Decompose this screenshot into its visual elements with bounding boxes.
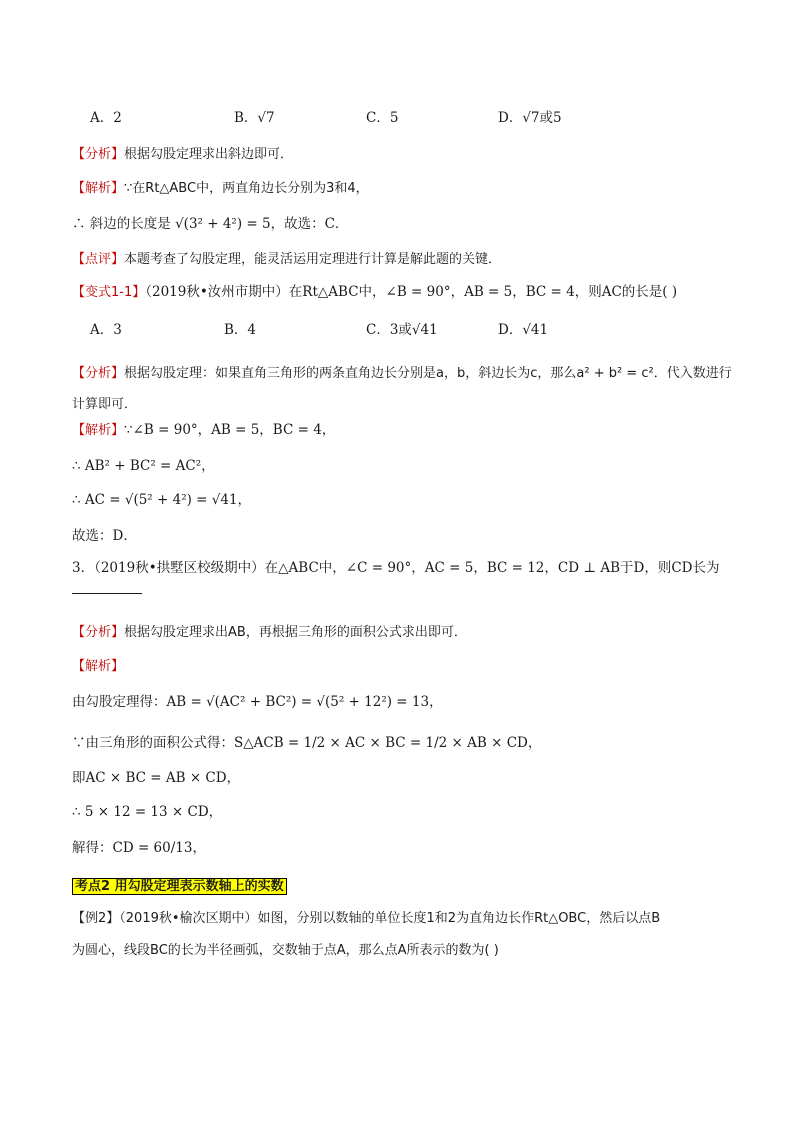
prev-solution-2: ∴ 斜边的长度是 √(3² + 4²) = 5，故选：C． — [72, 216, 349, 232]
solution-tag: 【解析】 — [72, 181, 125, 196]
q3-solution-label — [72, 656, 734, 677]
example2-line-2 — [72, 940, 734, 961]
q3-analysis — [72, 622, 734, 643]
variant-solution-3: ∴ AC = √(5² + 4²) = √41， — [72, 492, 252, 508]
example2-line-1 — [72, 908, 734, 929]
solution-text: ∵在Rt△ABC中，两直角边长分别为3和4， — [124, 181, 369, 196]
analysis-text: 根据勾股定理求出AB，再根据三角形的面积公式求出即可． — [124, 625, 467, 640]
analysis-text: 根据勾股定理：如果直角三角形的两条直角边长分别是a，b，斜边长为c，那么a² + b² = c²．代入数进行计算即可． — [72, 366, 732, 412]
variant-tag: 【变式1-1】 — [72, 285, 146, 300]
prev-comment — [72, 249, 734, 270]
option-a: A．3 — [90, 322, 122, 338]
solution-tag: 【解析】 — [72, 659, 125, 674]
section-header — [72, 876, 734, 897]
q3-answer-blank — [72, 580, 734, 600]
comment-tag: 【点评】 — [72, 252, 125, 267]
variant-analysis — [72, 358, 734, 420]
q3-step-2: ∵由三角形的面积公式得：S△ACB = 1/2 × AC × BC = 1/2 × AB × CD， — [72, 735, 542, 751]
q3-step-5: 解得：CD = 60/13， — [72, 840, 206, 856]
solution-tag: 【解析】 — [72, 423, 125, 438]
variant-solution-1 — [72, 420, 734, 441]
option-d: D．√41 — [498, 322, 549, 338]
analysis-tag: 【分析】 — [72, 625, 125, 640]
variant-answer: 故选：D． — [72, 528, 137, 544]
variant-question — [72, 282, 734, 303]
variant-solution-2: ∴ AB² + BC² = AC²， — [72, 458, 215, 474]
q3-step-4: ∴ 5 × 12 = 13 × CD， — [72, 804, 223, 820]
option-c: C．5 — [366, 110, 399, 126]
analysis-tag: 【分析】 — [72, 366, 125, 381]
example2-text-2: 为圆心，线段BC的长为半径画弧，交数轴于点A，那么点A所表示的数为( ) — [72, 943, 499, 958]
solution-text: ∵∠B = 90°，AB = 5，BC = 4， — [124, 422, 336, 438]
prev-analysis — [72, 144, 734, 165]
option-c: C．3或√41 — [366, 322, 438, 338]
q3-question: 3．（2019秋•拱墅区校级期中）在△ABC中，∠C = 90°，AC = 5，BC = 12，CD ⊥ AB于D，则CD长为 — [72, 560, 720, 576]
answer-blank — [72, 581, 142, 594]
option-d: D．√7或5 — [498, 110, 562, 126]
q3-step-3: 即AC × BC = AB × CD， — [72, 770, 241, 786]
option-b: B．√7 — [234, 110, 275, 126]
analysis-text: 根据勾股定理求出斜边即可． — [124, 147, 294, 162]
option-b: B．4 — [224, 322, 257, 338]
variant-text: （2019秋•汝州市期中）在Rt△ABC中，∠B = 90°，AB = 5，BC = 4，则AC的长是( ) — [145, 284, 678, 300]
q3-step-1: 由勾股定理得：AB = √(AC² + BC²) = √(5² + 12²) = 13， — [72, 694, 443, 710]
prev-solution-1 — [72, 178, 734, 199]
option-a: A．2 — [90, 110, 122, 126]
comment-text: 本题考查了勾股定理，能灵活运用定理进行计算是解此题的关键． — [124, 252, 502, 267]
analysis-tag: 【分析】 — [72, 147, 125, 162]
section-title: 考点2 用勾股定理表示数轴上的实数 — [72, 878, 287, 895]
example2-text-1: 【例2】（2019秋•榆次区期中）如图，分别以数轴的单位长度1和2为直角边长作Rt△OBC，然后以点B — [72, 911, 661, 926]
